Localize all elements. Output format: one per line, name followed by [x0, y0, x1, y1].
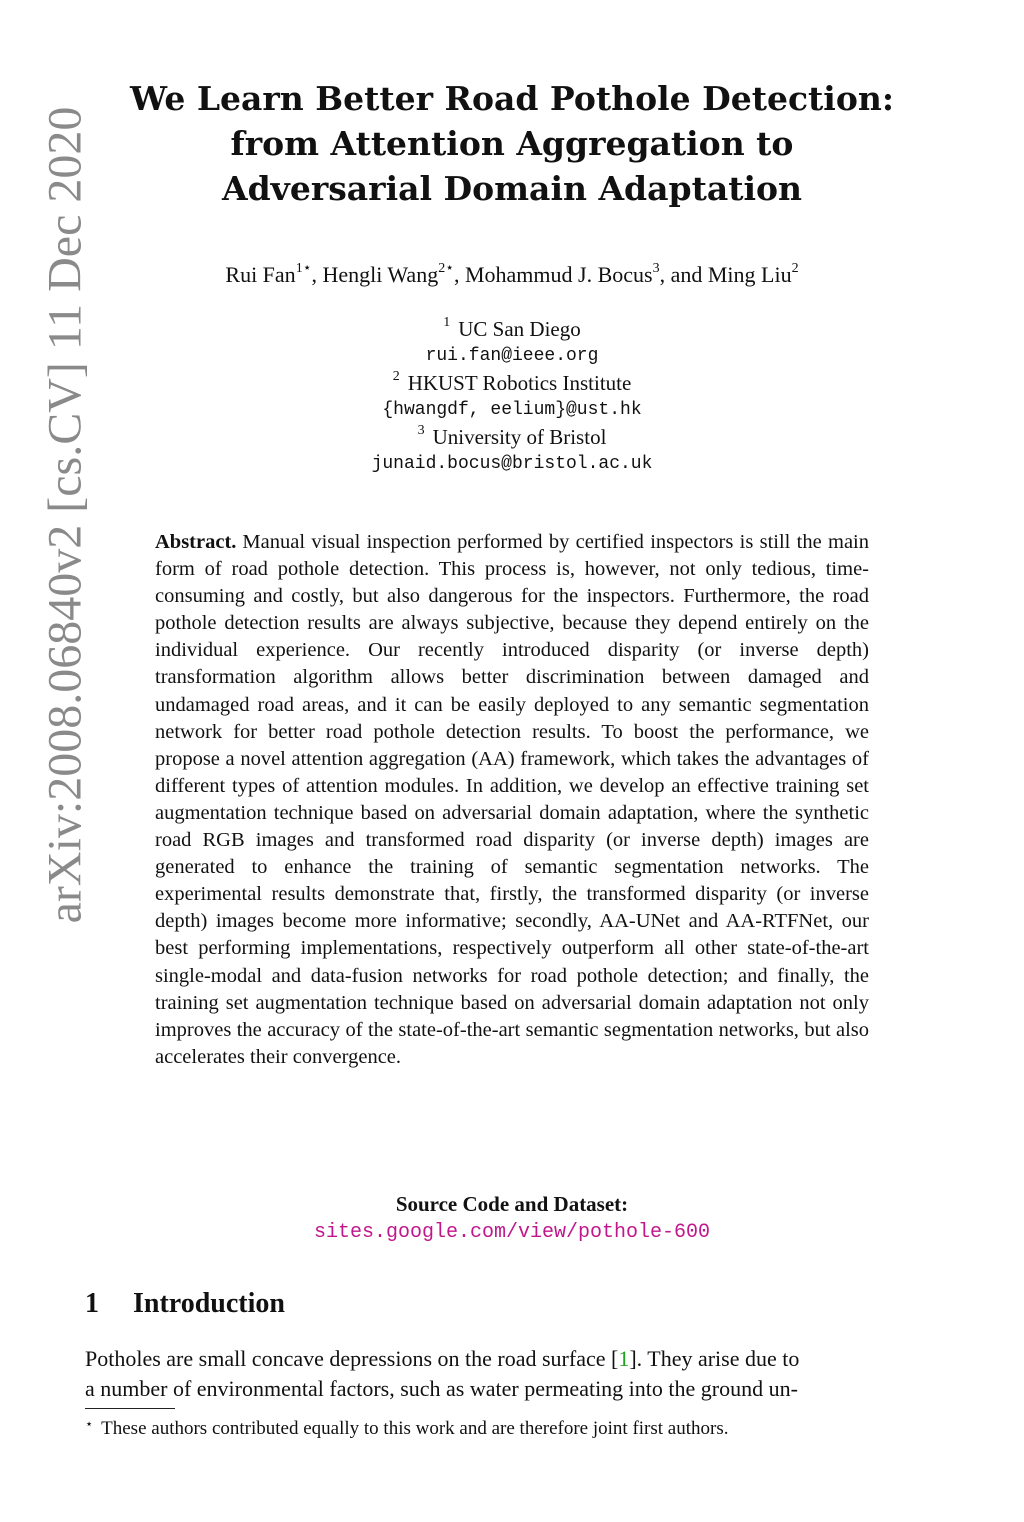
footnote-rule [85, 1408, 175, 1409]
title-line: Adversarial Domain Adaptation [221, 169, 802, 208]
author-mark: 2⋆ [438, 260, 454, 276]
affiliation-list [100, 316, 924, 478]
source-link[interactable]: sites.google.com/view/pothole-600 [313, 1221, 711, 1244]
affiliation [100, 316, 924, 343]
paper-title [100, 76, 924, 211]
section-heading [85, 1288, 285, 1320]
title-line: from Attention Aggregation to [230, 124, 794, 163]
abstract-text: Manual visual inspection performed by certified inspectors is still the main form of road pothole detection. This process is, however, not only tedious, time-consuming and costly, but also dangerous for the inspectors. Furthermore, the road pothole detection results are always subjective, because they depend entirely on the individual experience. Our recently introduced disparity (or inverse depth) transformation algorithm allows better discrimination between damaged and undamaged road areas, and it can be easily deployed to any semantic segmentation network for better road pothole detection results. To boost the performance, we propose a novel attention aggregation (AA) framework, which takes the advantages of different types of attention modules. In addition, we develop an effective training set augmentation technique based on adversarial domain adaptation, where the synthetic road RGB images and transformed road disparity (or inverse depth) images are generated to enhance the training of semantic segmentation networks. The experimental results demonstrate that, firstly, the transformed disparity (or inverse depth) images become more informative; secondly, AA-UNet and AA-RTFNet, our best performing implementations, respectively outperform all other state-of-the-art single-modal and data-fusion networks for road pothole detection; and finally, the training set augmentation technique based on adversarial domain adaptation not only improves the accuracy of the state-of-the-art semantic segmentation networks, but also accelerates their convergence. [155, 531, 869, 1068]
affiliation [100, 424, 924, 451]
author-name: Mohammud J. Bocus [464, 262, 653, 287]
abstract [155, 529, 869, 1071]
intro-paragraph [85, 1344, 940, 1404]
affiliation [100, 370, 924, 397]
affiliation-email: rui.fan@ieee.org [425, 346, 599, 366]
body-line [85, 1344, 940, 1374]
section-number: 1 [85, 1288, 99, 1319]
footnote [85, 1418, 728, 1440]
author-name: Rui Fan [225, 262, 296, 287]
affiliation-name: HKUST Robotics Institute [407, 371, 632, 395]
affiliation-number: 1 [443, 315, 451, 330]
citation-link[interactable]: 1 [618, 1346, 630, 1371]
footnote-text: These authors contributed equally to this work and are therefore joint first authors. [101, 1418, 729, 1439]
author-mark: 1⋆ [295, 260, 312, 276]
arxiv-stamp [30, 75, 100, 955]
author-mark: 2 [791, 260, 799, 276]
affiliation-number: 3 [417, 423, 425, 438]
affiliation-email: {hwangdf, eelium}@ust.hk [382, 400, 642, 420]
author-name: and Ming Liu [670, 262, 792, 287]
source-heading: Source Code and Dataset: [395, 1192, 629, 1216]
body-text: ]. They arise due to [629, 1346, 800, 1371]
section-title: Introduction [133, 1288, 285, 1319]
affiliation-email: junaid.bocus@bristol.ac.uk [371, 454, 653, 474]
title-line: We Learn Better Road Pothole Detection: [129, 79, 895, 118]
footnote-mark: ⋆ [85, 1416, 94, 1431]
arxiv-stamp-text: arXiv:2008.06840v2 [cs.CV] 11 Dec 2020 [38, 106, 92, 924]
body-text: Potholes are small concave depressions on the road surface [ [85, 1346, 619, 1371]
affiliation-name: UC San Diego [458, 317, 581, 341]
abstract-label: Abstract. [155, 531, 237, 553]
affiliation-name: University of Bristol [432, 425, 607, 449]
author-mark: 3 [652, 260, 660, 276]
author-name: Hengli Wang [322, 262, 439, 287]
body-line: a number of environmental factors, such as water permeating into the ground un- [85, 1376, 798, 1401]
affiliation-number: 2 [392, 369, 400, 384]
author-list: Rui Fan$^{1⋆}$, Hengli Wang$^{2⋆}$, Mohammud J. Bocus$^3$, and Ming Liu$^2$ [225, 260, 799, 287]
source-code-block [100, 1192, 924, 1244]
